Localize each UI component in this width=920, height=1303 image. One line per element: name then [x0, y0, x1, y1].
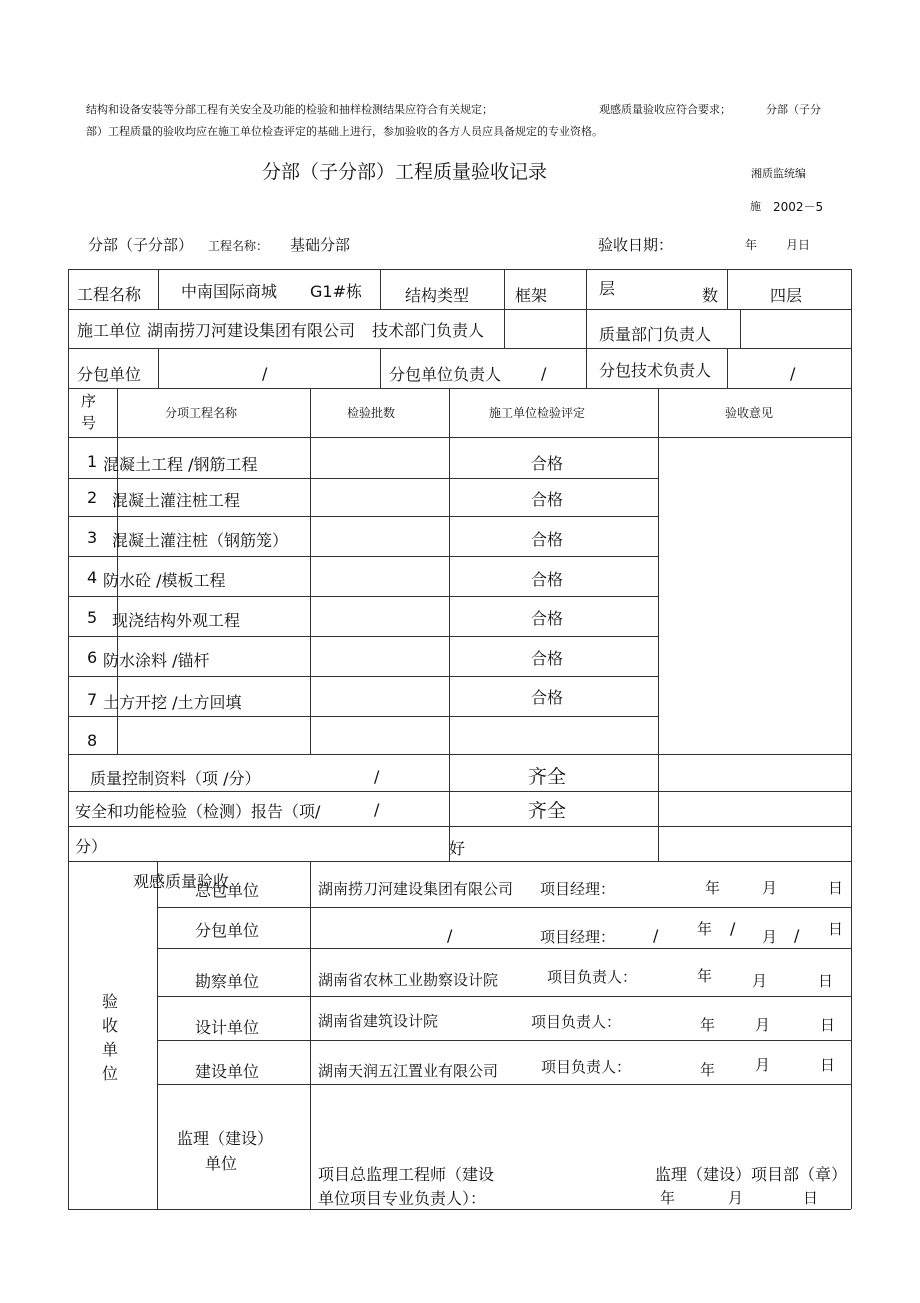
acceptance-company: 湖南天润五江置业有限公司	[318, 1062, 499, 1080]
acceptance-unit-label-4: 位	[102, 1064, 119, 1083]
quality-control-label: 质量控制资料（项 /分）	[90, 769, 261, 788]
intro-line1-c: 分部（子分	[766, 103, 821, 116]
item-result: 合格	[531, 688, 564, 707]
structure-type-value: 框架	[515, 286, 548, 305]
acceptance-role: 建设单位	[195, 1062, 260, 1081]
quality-head-label: 质量部门负责人	[599, 325, 712, 344]
acceptance-day: 日	[820, 1056, 836, 1074]
quality-control-slash: /	[374, 767, 380, 786]
item-result: 合格	[531, 454, 564, 473]
acceptance-person-label: 项目经理：	[540, 928, 616, 946]
acceptance-month: 月	[752, 972, 768, 990]
acceptance-unit-label-1: 验	[102, 992, 119, 1011]
form-code: 湘质监统编	[751, 167, 806, 180]
floors-label-a: 层	[599, 279, 616, 298]
item-no: 7	[87, 690, 98, 709]
intro-line2: 部）工程质量的验收均应在施工单位检查评定的基础上进行，参加验收的各方人员应具备规定的专业资格。	[86, 125, 603, 138]
date-monthday: 月日	[786, 238, 811, 252]
quality-control-value: 齐全	[528, 766, 567, 788]
acceptance-month: 月	[762, 879, 778, 897]
supervision-day: 日	[803, 1189, 819, 1207]
opinion-header: 验收意见	[725, 406, 774, 420]
acceptance-year: 年	[697, 920, 713, 938]
sub-head-value: /	[541, 364, 547, 383]
supervision-dept: 监理（建设）项目部（章）	[655, 1165, 848, 1184]
page-title: 分部（子分部）工程质量验收记录	[262, 161, 548, 183]
floors-value: 四层	[770, 286, 803, 305]
project-value: 中南国际商城	[181, 282, 278, 301]
appearance-label: 观感质量验收	[133, 872, 230, 891]
sub-tech-label: 分包技术负责人	[599, 361, 712, 380]
item-name: 防水涂料 /锚杆	[103, 651, 210, 670]
item-no: 5	[87, 608, 98, 627]
item-result: 合格	[531, 609, 564, 628]
batches-header: 检验批数	[347, 406, 396, 420]
seq-header-b: 号	[81, 414, 97, 432]
acceptance-slash: /	[653, 926, 659, 945]
acceptance-person-label: 项目经理：	[540, 880, 616, 898]
safety-report-label-cont: 分）	[75, 837, 108, 856]
item-result: 合格	[531, 649, 564, 668]
acceptance-company: 湖南省建筑设计院	[318, 1012, 439, 1030]
acceptance-role: 总包单位	[195, 881, 260, 900]
acceptance-unit-label-3: 单	[102, 1040, 119, 1059]
subcontractor-label: 分包单位	[77, 365, 142, 384]
tech-head-label: 技术部门负责人	[372, 321, 485, 340]
acceptance-year: 年	[705, 879, 721, 897]
form-code-number: 2002－5	[773, 200, 824, 214]
date-year: 年	[745, 238, 758, 252]
item-name: 土方开挖 /土方回填	[103, 693, 242, 712]
acceptance-role: 设计单位	[195, 1018, 260, 1037]
project-name-label: 工程名称：	[208, 239, 269, 253]
item-name-header: 分项工程名称	[165, 406, 238, 420]
item-name: 混凝土灌注桩工程	[112, 491, 241, 510]
item-name: 现浇结构外观工程	[112, 611, 241, 630]
acceptance-person-label: 项目负责人：	[541, 1058, 632, 1076]
safety-report-slash: /	[374, 800, 380, 819]
item-result: 合格	[531, 530, 564, 549]
intro-line1-a: 结构和设备安装等分部工程有关安全及功能的检验和抽样检测结果应符合有关规定；	[86, 103, 493, 116]
seq-header-a: 序	[81, 392, 97, 410]
acceptance-year: 年	[697, 967, 713, 985]
appearance-value: 好	[449, 839, 466, 858]
acceptance-day: 日	[818, 972, 834, 990]
supervision-engineer-b: 单位项目专业负责人）：	[318, 1189, 487, 1208]
builder-value: 湖南捞刀河建设集团有限公司	[147, 321, 356, 340]
sub-head-label: 分包单位负责人	[389, 365, 502, 384]
subcontractor-value: /	[262, 364, 268, 383]
acceptance-company: /	[447, 926, 453, 945]
item-result: 合格	[531, 570, 564, 589]
builder-label: 施工单位	[77, 321, 142, 340]
item-result: 合格	[531, 490, 564, 509]
safety-report-value: 齐全	[528, 800, 567, 822]
project-label: 工程名称	[77, 285, 142, 304]
acceptance-year: 年	[700, 1061, 716, 1079]
acceptance-slash: /	[730, 919, 736, 938]
acceptance-day: 日	[820, 1016, 836, 1034]
item-name: 防水砼 /模板工程	[103, 571, 226, 590]
item-no: 6	[87, 648, 98, 667]
supervision-engineer-a: 项目总监理工程师（建设	[318, 1165, 495, 1184]
acceptance-month: 月	[755, 1056, 771, 1074]
acceptance-company: 湖南捞刀河建设集团有限公司	[318, 880, 514, 898]
eval-header: 施工单位检验评定	[489, 406, 586, 420]
acceptance-person-label: 项目负责人：	[531, 1013, 622, 1031]
item-no: 4	[87, 568, 98, 587]
acceptance-month: 月	[762, 928, 778, 946]
item-no: 3	[87, 528, 98, 547]
acceptance-day: 日	[828, 879, 844, 897]
sub-tech-value: /	[790, 364, 796, 383]
project-name-value: 基础分部	[290, 236, 351, 254]
floors-label-b: 数	[702, 286, 719, 305]
supervision-role-a: 监理（建设）	[177, 1129, 274, 1148]
acceptance-day: 日	[828, 920, 844, 938]
acceptance-role: 勘察单位	[195, 972, 260, 991]
item-name: 混凝土工程 /钢筋工程	[103, 455, 258, 474]
project-building: G1#栋	[310, 282, 362, 301]
item-name: 混凝土灌注桩（钢筋笼）	[112, 531, 289, 550]
intro-line1-b: 观感质量验收应符合要求；	[599, 103, 731, 116]
acceptance-person-label: 项目负责人：	[547, 968, 638, 986]
acceptance-company: 湖南省农林工业勘察设计院	[318, 971, 499, 989]
subunit-label: 分部（子分部）	[88, 236, 194, 254]
item-no: 8	[87, 731, 98, 750]
safety-report-label: 安全和功能检验（检测）报告（项/	[75, 802, 321, 821]
form-code-prefix: 施	[750, 200, 761, 213]
structure-type-label: 结构类型	[405, 286, 470, 305]
supervision-month: 月	[728, 1189, 744, 1207]
acceptance-role: 分包单位	[195, 921, 260, 940]
item-no: 1	[87, 452, 98, 471]
acceptance-unit-label-2: 收	[102, 1016, 119, 1035]
acceptance-month: 月	[755, 1016, 771, 1034]
item-no: 2	[87, 488, 98, 507]
acceptance-slash: /	[794, 926, 800, 945]
supervision-year: 年	[660, 1189, 676, 1207]
supervision-role-b: 单位	[205, 1154, 238, 1173]
acceptance-date-label: 验收日期：	[598, 236, 674, 254]
acceptance-year: 年	[700, 1016, 716, 1034]
